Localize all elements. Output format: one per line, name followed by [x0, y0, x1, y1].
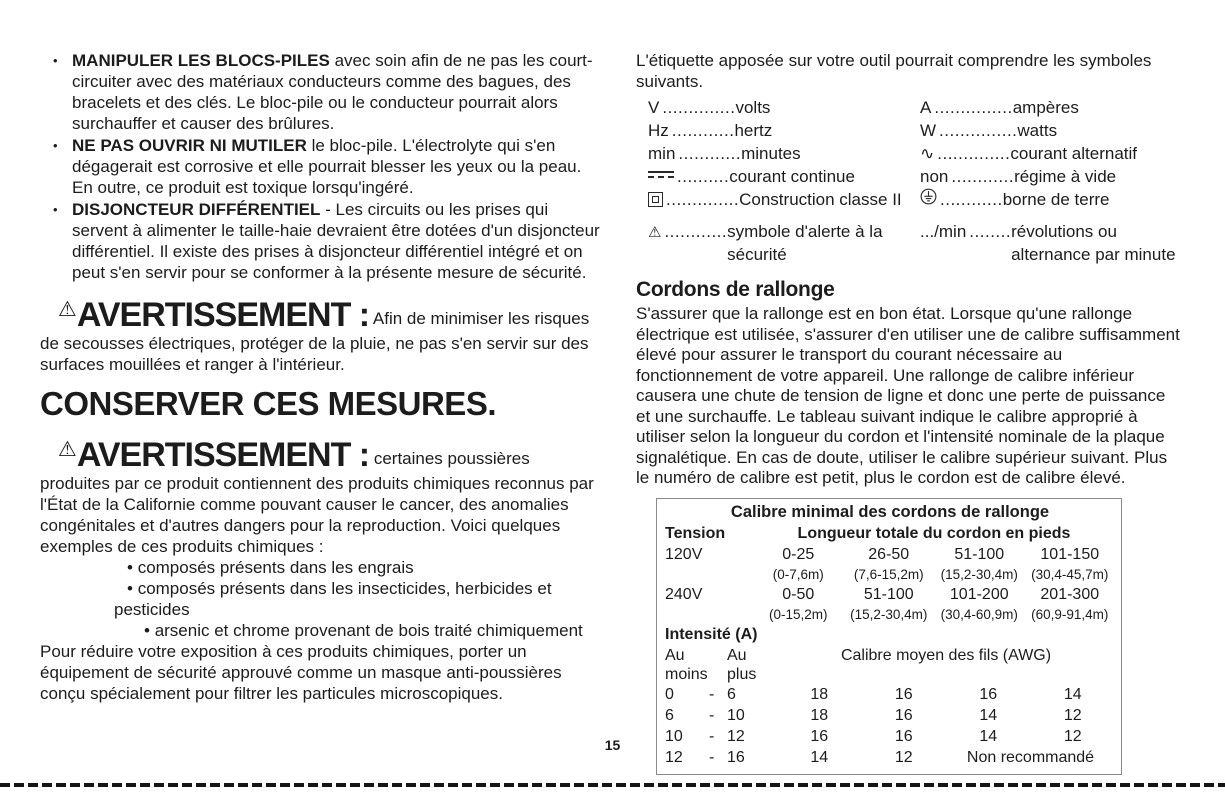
watts-symbol: W [920, 121, 937, 140]
symbol-label: volts [735, 98, 771, 117]
amp-min-cell: 0 [665, 685, 674, 703]
header-text: moins [665, 665, 708, 683]
amp-max-cell: 16 [727, 748, 745, 766]
header-text: plus [727, 665, 757, 683]
gauge-cell: 16 [979, 685, 998, 703]
cords-section-heading: Cordons de rallonge [636, 278, 835, 301]
feet-cell: 101-200 [949, 585, 1009, 603]
list-item [40, 620, 602, 641]
dot-leader: ............... [934, 98, 1013, 117]
bullet-marker: • [127, 558, 133, 577]
right-column [636, 50, 1180, 775]
gauge-cell: 16 [894, 727, 913, 745]
bullet-text: avec soin afin de ne pas les court-circuiter avec des matériaux conducteurs comme des bagues, des bracelets et des clés. Le bloc-pile ou le conducteur pourrait alors surchauffer et causer des brûlures. [72, 51, 593, 133]
dot-leader: ............ [951, 167, 1015, 186]
symbol-row-dc [648, 165, 920, 188]
empty-cell [665, 605, 753, 624]
symbol-label: régime à vide [1014, 167, 1117, 186]
table-row-120v [665, 544, 1115, 565]
bullet-marker: • [53, 53, 58, 68]
bullet-text: - Les circuits ou les prises qui servent à alimenter le taille-haie devraient être dotées d'un disjoncteur différentiel. Il existe des prises à disjoncteur différentiel intégré et on peut s'en servir pour se conformer à la présente mesure de sécurité. [72, 200, 600, 282]
dot-leader: ............ [940, 190, 1003, 209]
symbol-label: minutes [741, 144, 801, 163]
gauge-cell: 12 [1063, 727, 1082, 745]
bullet-lead: MANIPULER LES BLOCS-PILES [72, 51, 330, 70]
bullet-text: le bloc-pile. L'électrolyte qui s'en dégagerait est corrosive et elle pourrait blesser les yeux ou la peau. En outre, ce produit est toxique lorsqu'ingéré. [72, 136, 582, 197]
feet-cell: 0-50 [782, 585, 815, 603]
safety-bullet-list [40, 50, 602, 283]
dot-leader: ........ [969, 222, 1012, 241]
meters-cell: (15,2-30,4m) [850, 606, 928, 622]
symbol-row-rpm [920, 220, 1180, 266]
intensity-header: Intensité (A) [665, 625, 758, 643]
dot-leader: ............ [671, 121, 735, 140]
bullet-marker: • [144, 621, 150, 640]
symbol-label: courant alternatif [1010, 144, 1138, 163]
amp-min-cell: 10 [665, 727, 683, 745]
ac-current-icon: ∿ [920, 144, 935, 163]
extension-cord-table [656, 498, 1122, 775]
feet-cell: 51-100 [863, 585, 914, 603]
header-text: Au [727, 646, 747, 664]
symbol-label: watts [1017, 121, 1058, 140]
dash-cell: - [709, 748, 715, 766]
gauge-cell: 16 [894, 706, 913, 724]
gauge-cell: 18 [810, 706, 829, 724]
chemical-examples-list [40, 557, 602, 641]
feet-cell: 51-100 [954, 545, 1005, 563]
meters-cell: (15,2-30,4m) [940, 566, 1018, 582]
gauge-cell: 16 [810, 727, 829, 745]
warning-rain-paragraph [40, 297, 602, 375]
empty-cell [709, 645, 727, 684]
feet-cell: 101-150 [1040, 545, 1100, 563]
list-item [40, 557, 602, 578]
amp-row [665, 684, 1115, 705]
feet-cell: 201-300 [1040, 585, 1100, 603]
warning-title: AVERTISSEMENT : [76, 296, 370, 334]
safety-alert-icon: ⚠ [648, 224, 662, 241]
amp-min-cell: 6 [665, 706, 674, 724]
symbol-row-watts [920, 119, 1180, 142]
dust-exposure-paragraph: Pour réduire votre exposition à ces produits chimiques, porter un équipement de sécurité approuvé comme un masque anti-poussières conçu spécialement pour filtrer les particules microscopiques. [40, 642, 562, 703]
awg-header: Calibre moyen des fils (AWG) [840, 646, 1052, 664]
dot-leader: .............. [662, 98, 736, 117]
cut-line [0, 783, 1225, 787]
dc-symbol-icon [648, 171, 674, 182]
table-row-120v-meters [665, 565, 1115, 584]
rpm-symbol: .../min [920, 222, 967, 241]
length-header: Longueur totale du cordon en pieds [797, 524, 1071, 542]
gauge-cell: 16 [894, 685, 913, 703]
symbol-row-alert [648, 220, 920, 266]
bullet-marker: • [53, 202, 58, 217]
amp-header-row [665, 645, 1115, 684]
warning-text: Afin de minimiser les risques de secousses électriques, protéger de la pluie, ne pas s'en servir sur des surfaces mouillées et ranger à l'intérieur. [40, 309, 590, 374]
class-ii-icon [648, 192, 663, 207]
dot-leader: .............. [666, 190, 740, 209]
header-text: Au [665, 646, 685, 664]
amp-max-cell: 6 [727, 685, 736, 703]
symbol-row-class-ii [648, 188, 920, 211]
table-header-row [665, 523, 1115, 544]
symbol-label: révolutions ou alternance par minute [1011, 222, 1176, 264]
table-row-240v [665, 584, 1115, 605]
symbol-label: Construction classe II [739, 190, 902, 209]
gauge-cell: 14 [979, 727, 998, 745]
amp-max-cell: 10 [727, 706, 745, 724]
bullet-lead: NE PAS OUVRIR NI MUTILER [72, 136, 307, 155]
symbols-intro: L'étiquette apposée sur votre outil pourrait comprendre les symboles suivants. [636, 51, 1152, 91]
dot-leader: .......... [677, 167, 730, 186]
earth-terminal-icon [920, 188, 937, 211]
list-item [40, 50, 602, 134]
symbol-label: courant continue [729, 167, 855, 186]
symbols-legend [636, 96, 1180, 266]
dot-leader: ............ [664, 222, 728, 241]
bullet-marker: • [127, 579, 133, 598]
conserve-heading: CONSERVER CES MESURES. [40, 385, 496, 422]
table-row-240v-meters [665, 605, 1115, 624]
amp-max-cell: 12 [727, 727, 745, 745]
dot-leader: ............... [939, 121, 1018, 140]
gauge-cell: 18 [810, 685, 829, 703]
left-column [40, 50, 602, 775]
amp-row [665, 705, 1115, 726]
bullet-text: composés présents dans les insecticides, herbicides et [137, 579, 552, 598]
meters-cell: (0-7,6m) [772, 566, 824, 582]
gauge-cell: 12 [1063, 706, 1082, 724]
au-plus-header [727, 645, 777, 684]
dash-cell: - [709, 685, 715, 703]
meters-cell: (30,4-60,9m) [940, 606, 1018, 622]
list-item [40, 578, 602, 599]
bullet-text: arsenic et chrome provenant de bois traité chimiquement [154, 621, 583, 640]
symbol-label: symbole d'alerte à la sécurité [727, 222, 883, 264]
hertz-symbol: Hz [648, 121, 669, 140]
list-item-continuation: pesticides [114, 600, 190, 619]
bullet-lead: DISJONCTEUR DIFFÉRENTIEL [72, 200, 321, 219]
symbol-label: borne de terre [1002, 190, 1110, 209]
list-item [40, 199, 602, 283]
list-item [40, 135, 602, 198]
dot-leader: ............ [678, 144, 742, 163]
symbol-row-ac [920, 142, 1180, 165]
gauge-cell: 12 [894, 748, 913, 766]
minutes-symbol: min [648, 144, 676, 163]
not-recommended-cell: Non recommandé [966, 748, 1095, 766]
bullet-text: composés présents dans les engrais [137, 558, 414, 577]
warning-title: AVERTISSEMENT : [76, 436, 370, 474]
symbols-column-left [648, 96, 920, 266]
dash-cell: - [709, 727, 715, 745]
symbol-row-minutes [648, 142, 920, 165]
amperes-symbol: A [920, 98, 932, 117]
meters-cell: (0-15,2m) [768, 606, 828, 622]
volts-symbol: V [648, 98, 660, 117]
gauge-cell: 14 [1063, 685, 1082, 703]
gauge-cell: 14 [810, 748, 829, 766]
warning-icon: ⚠ [58, 438, 77, 461]
meters-cell: (7,6-15,2m) [853, 566, 924, 582]
cords-paragraph: S'assurer que la rallonge est en bon état. Lorsque qu'une rallonge électrique est utilisée, s'assurer d'en utiliser une de calibre suffisamment élevé pour assurer le transport du courant nécessaire au fonctionnement de votre appareil. Une rallonge de calibre inférieur causera une chute de tension de ligne et donc une perte de puissance et une surchauffe. Le tableau suivant indique le calibre approprié à utiliser selon la longueur du cordon et l'intensité nominale de la plaque signalétique. En cas de doute, utiliser le calibre supérieur suivant. Plus le numéro de calibre est petit, plus le cordon est de calibre élevé. [636, 304, 1180, 487]
amp-min-cell: 12 [665, 748, 683, 766]
symbol-row-no-load [920, 165, 1180, 188]
table-title: Calibre minimal des cordons de rallonge [730, 502, 1050, 521]
no-load-symbol: non [920, 167, 949, 186]
warning-icon: ⚠ [58, 298, 77, 321]
warning-dust-paragraph [40, 437, 602, 557]
tension-header: Tension [665, 524, 726, 542]
feet-cell: 26-50 [868, 545, 910, 563]
symbol-row-earth [920, 188, 1180, 211]
voltage-cell: 120V [665, 545, 703, 563]
symbol-row-volts [648, 96, 920, 119]
bullet-marker: • [53, 138, 58, 153]
symbol-row-hertz [648, 119, 920, 142]
gauge-cell: 14 [979, 706, 998, 724]
voltage-cell: 240V [665, 585, 703, 603]
meters-cell: (30,4-45,7m) [1031, 566, 1109, 582]
page-number: 15 [604, 737, 621, 753]
empty-cell [665, 565, 753, 584]
au-moins-header [665, 645, 709, 684]
warning-text: certaines poussières produites par ce produit contiennent des produits chimiques reconnus par l'État de la Californie comme pouvant causer le cancer, des anomalies congénitales et d'autres dangers pour la reproduction. Voici quelques exemples de ces produits chimiques : [40, 449, 594, 556]
dot-leader: .............. [937, 144, 1011, 163]
symbol-row-amperes [920, 96, 1180, 119]
meters-cell: (60,9-91,4m) [1031, 606, 1109, 622]
symbol-label: hertz [734, 121, 773, 140]
symbol-label: ampères [1012, 98, 1079, 117]
symbols-column-right [920, 96, 1180, 266]
dash-cell: - [709, 706, 715, 724]
feet-cell: 0-25 [782, 545, 815, 563]
